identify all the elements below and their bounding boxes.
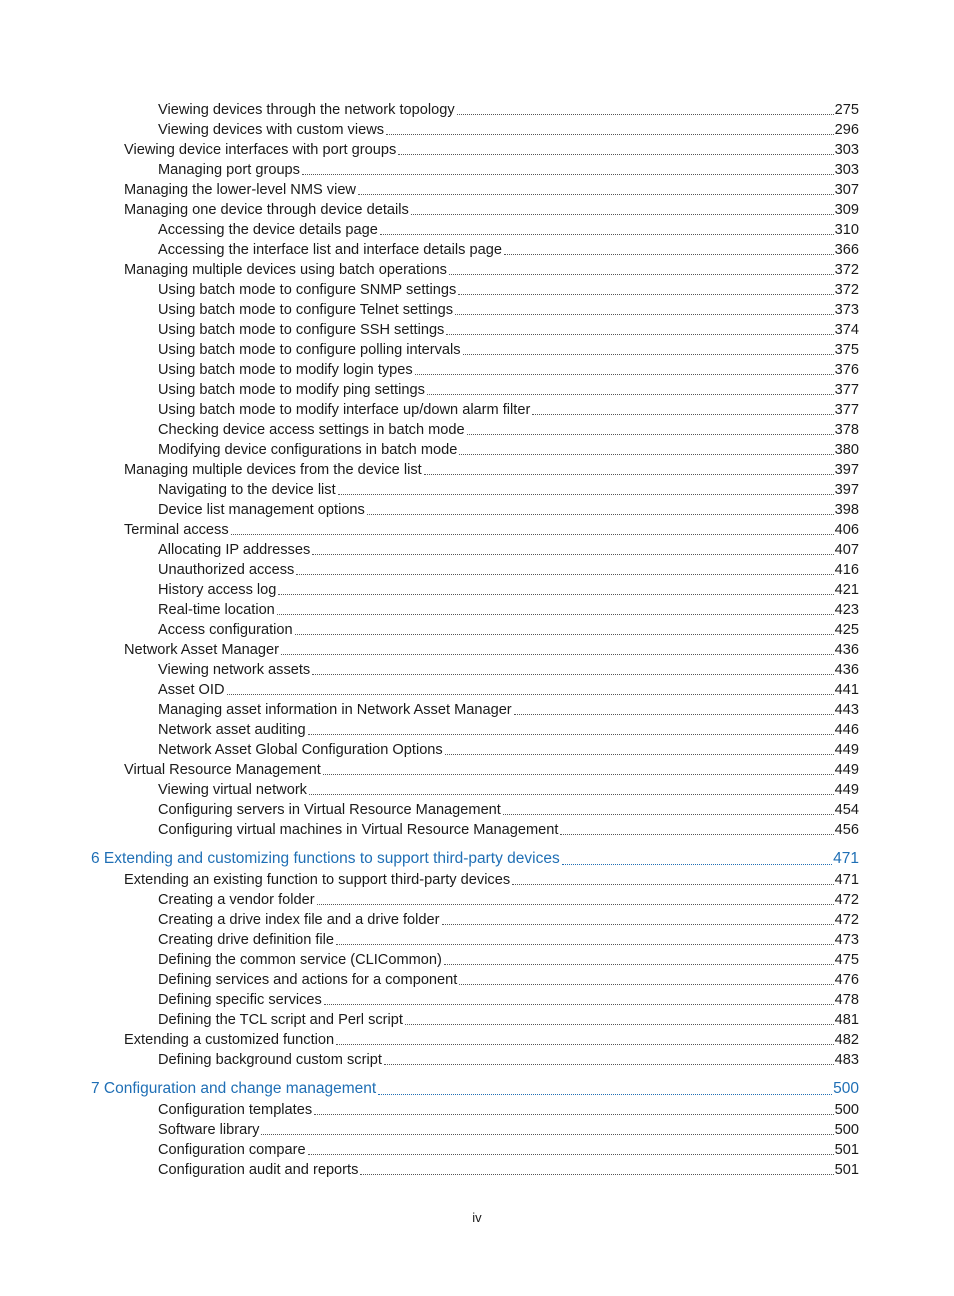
- dot-leader: [317, 904, 834, 905]
- toc-entry-title: Using batch mode to configure SNMP settings: [158, 282, 457, 298]
- toc-chapter-entry[interactable]: [0, 1078, 954, 1100]
- dot-leader: [277, 614, 834, 615]
- toc-entry-title: Accessing the interface list and interface details page: [158, 242, 502, 258]
- toc-entry-page-number: 303: [834, 142, 859, 158]
- toc-entry-title: Using batch mode to modify interface up/down alarm filter: [158, 402, 531, 418]
- table-of-contents: [0, 100, 954, 1180]
- toc-entry-title: Viewing network assets: [158, 662, 311, 678]
- toc-entry-page-number: 441: [834, 682, 859, 698]
- dot-leader: [324, 1004, 834, 1005]
- toc-entry-page-number: 372: [834, 262, 859, 278]
- toc-entry[interactable]: [0, 1050, 954, 1070]
- toc-entry-title: Defining the common service (CLICommon): [158, 952, 442, 968]
- dot-leader: [309, 794, 834, 795]
- toc-entry-title: Viewing devices with custom views: [158, 122, 385, 138]
- toc-entry-page-number: 449: [834, 782, 859, 798]
- toc-entry-page-number: 471: [833, 850, 859, 867]
- toc-entry-page-number: 375: [834, 342, 859, 358]
- toc-entry-title: Allocating IP addresses: [158, 542, 311, 558]
- toc-entry-title: Managing one device through device details: [124, 202, 409, 218]
- dot-leader: [308, 1154, 834, 1155]
- toc-entry-title: 6 Extending and customizing functions to support third-party devices: [91, 850, 560, 867]
- dot-leader: [424, 474, 834, 475]
- toc-entry-title: Network asset auditing: [158, 722, 306, 738]
- toc-entry-page-number: 501: [834, 1162, 859, 1178]
- toc-entry[interactable]: [0, 740, 954, 760]
- toc-entry[interactable]: [0, 540, 954, 560]
- toc-entry-title: Extending a customized function: [124, 1032, 335, 1048]
- dot-leader: [314, 1114, 834, 1115]
- toc-entry-title: Terminal access: [124, 522, 229, 538]
- dot-leader: [312, 554, 833, 555]
- toc-entry-page-number: 377: [834, 402, 859, 418]
- dot-leader: [405, 1024, 834, 1025]
- toc-entry[interactable]: [0, 910, 954, 930]
- dot-leader: [338, 494, 834, 495]
- toc-entry-title: Accessing the device details page: [158, 222, 378, 238]
- dot-leader: [444, 964, 834, 965]
- toc-entry-title: Using batch mode to configure SSH settings: [158, 322, 445, 338]
- dot-leader: [336, 944, 834, 945]
- dot-leader: [560, 834, 833, 835]
- dot-leader: [227, 694, 834, 695]
- toc-entry-title: Configuration compare: [158, 1142, 306, 1158]
- toc-entry-title: Managing the lower-level NMS view: [124, 182, 356, 198]
- toc-entry[interactable]: [0, 420, 954, 440]
- toc-entry[interactable]: [0, 780, 954, 800]
- toc-entry-page-number: 421: [834, 582, 859, 598]
- toc-entry-title: Creating drive definition file: [158, 932, 335, 948]
- toc-entry-title: Asset OID: [158, 682, 225, 698]
- dot-leader: [514, 714, 834, 715]
- toc-entry-page-number: 483: [834, 1052, 859, 1068]
- toc-entry[interactable]: [0, 1120, 954, 1140]
- toc-entry[interactable]: [0, 720, 954, 740]
- dot-leader: [384, 1064, 834, 1065]
- toc-entry-page-number: 296: [834, 122, 859, 138]
- toc-entry-title: Viewing device interfaces with port groups: [124, 142, 397, 158]
- dot-leader: [261, 1134, 833, 1135]
- toc-entry-title: Checking device access settings in batch mode: [158, 422, 465, 438]
- toc-entry-page-number: 443: [834, 702, 859, 718]
- toc-entry-page-number: 425: [834, 622, 859, 638]
- toc-entry-title: Managing asset information in Network Asset Manager: [158, 702, 512, 718]
- toc-entry[interactable]: [0, 360, 954, 380]
- toc-entry-page-number: 373: [834, 302, 859, 318]
- toc-entry[interactable]: [0, 680, 954, 700]
- toc-entry-title: Configuration audit and reports: [158, 1162, 359, 1178]
- toc-entry[interactable]: [0, 820, 954, 840]
- toc-entry[interactable]: [0, 1010, 954, 1030]
- toc-entry-page-number: 449: [834, 762, 859, 778]
- dot-leader: [302, 174, 834, 175]
- toc-entry-title: Navigating to the device list: [158, 482, 336, 498]
- toc-entry-page-number: 376: [834, 362, 859, 378]
- dot-leader: [467, 434, 834, 435]
- toc-entry[interactable]: [0, 930, 954, 950]
- dot-leader: [295, 634, 834, 635]
- toc-entry-page-number: 500: [834, 1122, 859, 1138]
- dot-leader: [323, 774, 834, 775]
- toc-entry-page-number: 471: [834, 872, 859, 888]
- toc-entry-page-number: 481: [834, 1012, 859, 1028]
- toc-entry-title: Using batch mode to configure polling intervals: [158, 342, 461, 358]
- toc-entry-title: Defining services and actions for a component: [158, 972, 458, 988]
- dot-leader: [378, 1094, 832, 1095]
- toc-entry-title: Defining the TCL script and Perl script: [158, 1012, 403, 1028]
- toc-entry-title: Using batch mode to modify login types: [158, 362, 413, 378]
- toc-entry-title: Virtual Resource Management: [124, 762, 321, 778]
- toc-entry[interactable]: [0, 1030, 954, 1050]
- toc-entry[interactable]: [0, 1160, 954, 1180]
- dot-leader: [427, 394, 834, 395]
- toc-entry[interactable]: [0, 800, 954, 820]
- toc-chapter-entry[interactable]: [0, 848, 954, 870]
- toc-entry-title: Access configuration: [158, 622, 293, 638]
- dot-leader: [312, 674, 833, 675]
- dot-leader: [532, 414, 833, 415]
- toc-entry-title: Unauthorized access: [158, 562, 295, 578]
- toc-entry-title: Configuration templates: [158, 1102, 313, 1118]
- toc-entry-title: History access log: [158, 582, 277, 598]
- toc-entry[interactable]: [0, 120, 954, 140]
- toc-entry-page-number: 472: [834, 912, 859, 928]
- dot-leader: [360, 1174, 833, 1175]
- toc-entry-page-number: 478: [834, 992, 859, 1008]
- dot-leader: [457, 114, 834, 115]
- toc-entry-page-number: 378: [834, 422, 859, 438]
- toc-entry-title: Modifying device configurations in batch mode: [158, 442, 458, 458]
- dot-leader: [398, 154, 833, 155]
- toc-entry-page-number: 380: [834, 442, 859, 458]
- toc-entry[interactable]: [0, 560, 954, 580]
- toc-entry[interactable]: [0, 180, 954, 200]
- dot-leader: [446, 334, 833, 335]
- dot-leader: [449, 274, 834, 275]
- dot-leader: [442, 924, 834, 925]
- dot-leader: [231, 534, 834, 535]
- toc-entry-page-number: 475: [834, 952, 859, 968]
- toc-entry-title: Creating a vendor folder: [158, 892, 315, 908]
- toc-entry[interactable]: [0, 380, 954, 400]
- dot-leader: [336, 1044, 834, 1045]
- toc-entry[interactable]: [0, 260, 954, 280]
- toc-entry-page-number: 310: [834, 222, 859, 238]
- dot-leader: [358, 194, 834, 195]
- toc-entry[interactable]: [0, 700, 954, 720]
- toc-entry-page-number: 436: [834, 662, 859, 678]
- dot-leader: [367, 514, 834, 515]
- dot-leader: [278, 594, 833, 595]
- toc-entry-page-number: 307: [834, 182, 859, 198]
- dot-leader: [459, 454, 833, 455]
- dot-leader: [281, 654, 834, 655]
- toc-entry[interactable]: [0, 480, 954, 500]
- toc-entry[interactable]: [0, 140, 954, 160]
- toc-entry-page-number: 449: [834, 742, 859, 758]
- toc-entry[interactable]: [0, 220, 954, 240]
- dot-leader: [512, 884, 833, 885]
- toc-entry[interactable]: [0, 1100, 954, 1120]
- toc-entry-title: Defining specific services: [158, 992, 322, 1008]
- toc-entry[interactable]: [0, 240, 954, 260]
- toc-entry-page-number: 377: [834, 382, 859, 398]
- dot-leader: [458, 294, 833, 295]
- dot-leader: [308, 734, 834, 735]
- toc-entry-title: Software library: [158, 1122, 260, 1138]
- dot-leader: [504, 254, 834, 255]
- toc-entry-page-number: 454: [834, 802, 859, 818]
- toc-entry[interactable]: [0, 280, 954, 300]
- toc-entry[interactable]: [0, 600, 954, 620]
- toc-entry-page-number: 473: [834, 932, 859, 948]
- toc-entry[interactable]: [0, 520, 954, 540]
- toc-entry[interactable]: [0, 440, 954, 460]
- toc-entry[interactable]: [0, 580, 954, 600]
- toc-entry-title: Using batch mode to configure Telnet settings: [158, 302, 454, 318]
- toc-entry[interactable]: [0, 970, 954, 990]
- toc-entry[interactable]: [0, 640, 954, 660]
- toc-entry-page-number: 446: [834, 722, 859, 738]
- dot-leader: [463, 354, 834, 355]
- toc-entry[interactable]: [0, 160, 954, 180]
- dot-leader: [455, 314, 834, 315]
- toc-entry-title: Real-time location: [158, 602, 275, 618]
- toc-entry-title: Using batch mode to modify ping settings: [158, 382, 425, 398]
- toc-entry-page-number: 436: [834, 642, 859, 658]
- toc-entry-title: Creating a drive index file and a drive folder: [158, 912, 440, 928]
- toc-entry-title: Managing multiple devices using batch operations: [124, 262, 447, 278]
- toc-entry-title: Managing multiple devices from the device list: [124, 462, 422, 478]
- toc-entry[interactable]: [0, 340, 954, 360]
- toc-entry-page-number: 397: [834, 482, 859, 498]
- toc-entry-title: Network Asset Manager: [124, 642, 279, 658]
- dot-leader: [296, 574, 833, 575]
- toc-entry-page-number: 423: [834, 602, 859, 618]
- toc-entry-page-number: 482: [834, 1032, 859, 1048]
- toc-entry-page-number: 397: [834, 462, 859, 478]
- toc-entry-title: Extending an existing function to support third-party devices: [124, 872, 511, 888]
- page-number: iv: [472, 1210, 482, 1225]
- dot-leader: [562, 864, 832, 865]
- toc-entry-title: Configuring virtual machines in Virtual Resource Management: [158, 822, 559, 838]
- toc-entry-page-number: 372: [834, 282, 859, 298]
- toc-entry-title: Viewing virtual network: [158, 782, 307, 798]
- toc-entry-page-number: 406: [834, 522, 859, 538]
- dot-leader: [415, 374, 834, 375]
- toc-entry[interactable]: [0, 320, 954, 340]
- toc-entry-page-number: 303: [834, 162, 859, 178]
- toc-entry-title: Network Asset Global Configuration Options: [158, 742, 443, 758]
- toc-entry[interactable]: [0, 200, 954, 220]
- dot-leader: [445, 754, 834, 755]
- dot-leader: [459, 984, 833, 985]
- toc-entry-page-number: 407: [834, 542, 859, 558]
- toc-entry-title: Configuring servers in Virtual Resource Management: [158, 802, 501, 818]
- toc-entry[interactable]: [0, 760, 954, 780]
- toc-entry-page-number: 398: [834, 502, 859, 518]
- toc-entry-page-number: 501: [834, 1142, 859, 1158]
- toc-entry[interactable]: [0, 300, 954, 320]
- toc-entry[interactable]: [0, 890, 954, 910]
- dot-leader: [380, 234, 834, 235]
- toc-entry-title: Managing port groups: [158, 162, 300, 178]
- toc-entry[interactable]: [0, 990, 954, 1010]
- toc-entry-page-number: 275: [834, 102, 859, 118]
- dot-leader: [386, 134, 834, 135]
- toc-entry[interactable]: [0, 500, 954, 520]
- toc-entry[interactable]: [0, 950, 954, 970]
- toc-entry[interactable]: [0, 660, 954, 680]
- dot-leader: [503, 814, 834, 815]
- toc-entry-page-number: 456: [834, 822, 859, 838]
- toc-entry-page-number: 366: [834, 242, 859, 258]
- toc-entry-title: Viewing devices through the network topology: [158, 102, 455, 118]
- toc-entry-page-number: 500: [833, 1080, 859, 1097]
- toc-entry-page-number: 374: [834, 322, 859, 338]
- dot-leader: [411, 214, 834, 215]
- toc-entry[interactable]: [0, 100, 954, 120]
- toc-entry-title: Defining background custom script: [158, 1052, 382, 1068]
- toc-entry[interactable]: [0, 1140, 954, 1160]
- toc-entry-title: Device list management options: [158, 502, 365, 518]
- toc-entry-title: 7 Configuration and change management: [91, 1080, 377, 1097]
- toc-entry[interactable]: [0, 620, 954, 640]
- toc-entry-page-number: 309: [834, 202, 859, 218]
- toc-entry[interactable]: [0, 870, 954, 890]
- toc-entry-page-number: 472: [834, 892, 859, 908]
- toc-entry[interactable]: [0, 400, 954, 420]
- toc-entry-page-number: 500: [834, 1102, 859, 1118]
- toc-entry-page-number: 416: [834, 562, 859, 578]
- toc-entry-page-number: 476: [834, 972, 859, 988]
- toc-entry[interactable]: [0, 460, 954, 480]
